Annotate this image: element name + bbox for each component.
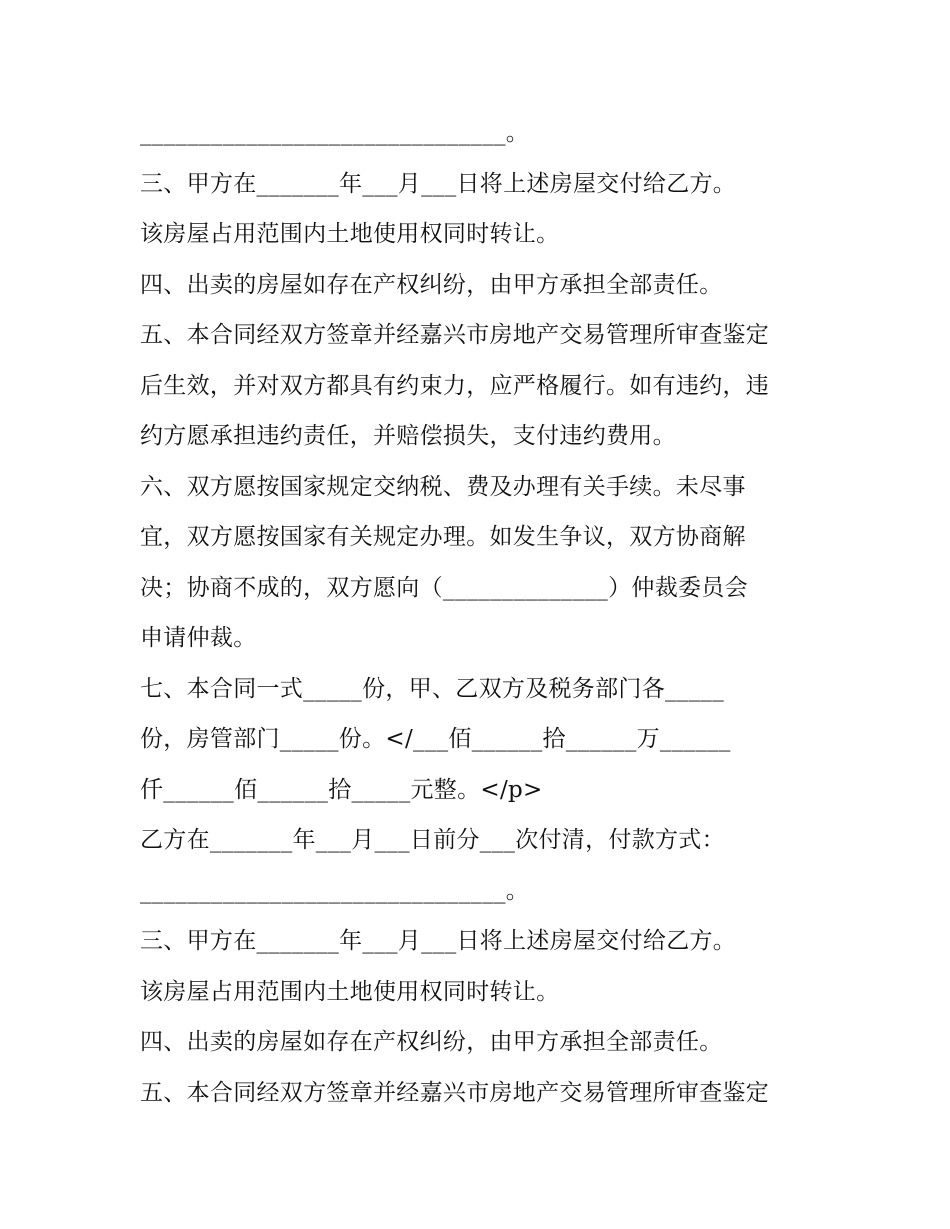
text-line-3: 该房屋占用范围内土地使用权同时转让。: [140, 221, 560, 247]
text-line-2: 三、甲方在_______年___月___日将上述房屋交付给乙方。: [140, 170, 737, 197]
text-line-18: 该房屋占用范围内土地使用权同时转让。: [140, 978, 560, 1005]
text-line-12: 七、本合同一式_____份，甲、乙双方及税务部门各_____: [140, 675, 724, 702]
text-line-13: 份，房管部门_____份。</___佰______拾______万______: [140, 726, 731, 752]
text-line-16: _______________________________。: [140, 877, 530, 904]
text-line-11: 申请仲裁。: [140, 625, 257, 651]
text-line-14: 仟______佰______拾_____元整。</p>: [140, 776, 543, 803]
text-line-17: 三、甲方在_______年___月___日将上述房屋交付给乙方。: [140, 928, 737, 954]
text-line-1: _______________________________。: [140, 120, 530, 146]
document-body: [140, 108, 820, 1118]
text-line-15: 乙方在_______年___月___日前分___次付清，付款方式：: [140, 827, 725, 853]
text-line-6: 后生效，并对双方都具有约束力，应严格履行。如有违约，违: [140, 372, 770, 399]
text-line-8: 六、双方愿按国家规定交纳税、费及办理有关手续。未尽事: [140, 473, 746, 500]
text-line-20: 五、本合同经双方签章并经嘉兴市房地产交易管理所审查鉴定: [140, 1079, 770, 1106]
text-line-4: 四、出卖的房屋如存在产权纠纷，由甲方承担全部责任。: [140, 271, 723, 298]
text-line-7: 约方愿承担违约责任，并赔偿损失，支付违约费用。: [140, 423, 676, 449]
text-line-10: 决；协商不成的，双方愿向（______________）仲裁委员会: [140, 574, 748, 601]
text-line-5: 五、本合同经双方签章并经嘉兴市房地产交易管理所审查鉴定: [140, 322, 770, 348]
text-line-19: 四、出卖的房屋如存在产权纠纷，由甲方承担全部责任。: [140, 1029, 723, 1055]
text-line-9: 宜，双方愿按国家有关规定办理。如发生争议，双方协商解: [140, 524, 746, 550]
